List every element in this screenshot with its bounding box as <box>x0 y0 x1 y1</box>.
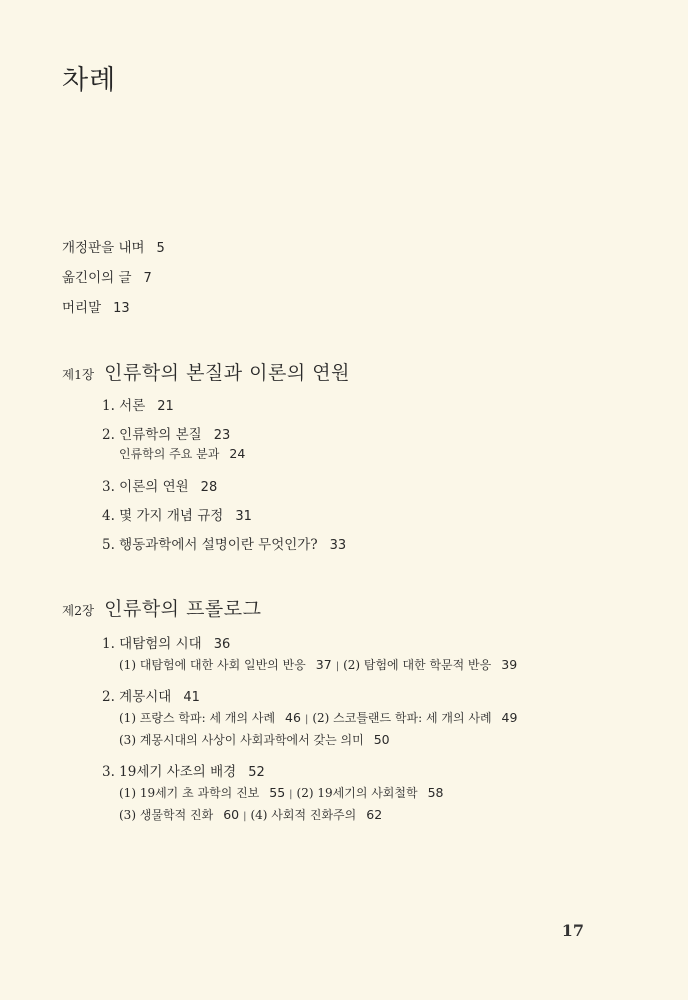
toc-subsection-label[interactable]: (4) 사회적 진화주의 <box>250 808 357 822</box>
toc-subsection-line <box>119 709 517 731</box>
chapter-heading[interactable] <box>62 594 517 632</box>
toc-subsection[interactable] <box>119 445 350 475</box>
page-title: 차례 <box>62 65 117 96</box>
toc-subsection-line <box>119 784 517 806</box>
toc-subsection-page: 58 <box>427 785 444 800</box>
toc-section-page: 31 <box>235 509 252 524</box>
toc-entry-label: 개정판을 내며 <box>62 240 145 256</box>
chapter-title: 인류학의 본질과 이론의 연원 <box>104 362 350 384</box>
toc-subsection-label[interactable]: (1) 19세기 초 과학의 진보 <box>119 786 260 800</box>
toc-entry-label: 머리말 <box>62 300 102 316</box>
toc-section-page: 41 <box>183 690 200 705</box>
toc-subsection-page: 24 <box>229 446 246 461</box>
toc-section-label: 4. 몇 가지 개념 규정 <box>102 508 224 524</box>
toc-subsection-label: 인류학의 주요 분과 <box>119 447 220 461</box>
toc-subsection-label[interactable]: (3) 생물학적 진화 <box>119 808 214 822</box>
toc-section-page: 36 <box>213 637 231 652</box>
toc-section[interactable] <box>102 760 517 784</box>
toc-subsection-label[interactable]: (1) 대탐험에 대한 사회 일반의 반응 <box>119 658 306 672</box>
toc-subsection-line <box>119 806 517 828</box>
toc-entry-page: 13 <box>113 301 130 316</box>
toc-section-page: 23 <box>213 428 231 443</box>
separator: | <box>289 789 293 800</box>
toc-section-label: 3. 이론의 연원 <box>102 479 189 495</box>
toc-subsection-page: 39 <box>501 657 518 672</box>
toc-subsection-label[interactable]: (1) 프랑스 학파: 세 개의 사례 <box>119 711 276 725</box>
toc-section-page: 52 <box>248 765 265 780</box>
toc-subsection-page: 62 <box>366 807 383 822</box>
toc-section[interactable] <box>102 632 517 656</box>
toc-section[interactable] <box>102 504 350 533</box>
toc-entry-foreword[interactable] <box>62 296 165 326</box>
toc-subsection-line <box>119 731 517 760</box>
toc-section-label: 5. 행동과학에서 설명이란 무엇인가? <box>102 537 318 553</box>
toc-section-label: 2. 인류학의 본질 <box>102 427 202 443</box>
toc-subsection-line <box>119 656 517 685</box>
toc-subsection-label[interactable]: (2) 탐험에 대한 학문적 반응 <box>343 658 492 672</box>
page-number: 17 <box>561 921 584 940</box>
toc-section-page: 21 <box>157 399 174 414</box>
toc-subsection-page: 60 <box>223 807 240 822</box>
chapter-1 <box>62 358 350 562</box>
separator: | <box>335 661 340 672</box>
toc-section-label: 2. 계몽시대 <box>102 689 172 705</box>
toc-section[interactable] <box>102 533 350 562</box>
toc-section-page: 28 <box>200 480 218 495</box>
toc-section[interactable] <box>102 394 350 423</box>
toc-subsection-label[interactable]: (2) 19세기의 사회철학 <box>296 786 418 800</box>
toc-subsection-page: 50 <box>373 732 390 747</box>
chapter-label: 제2장 <box>62 603 95 618</box>
chapter-label: 제1장 <box>62 367 95 382</box>
front-matter-list <box>62 236 165 326</box>
toc-subsection-page: 55 <box>269 785 286 800</box>
toc-section-label: 3. 19세기 사조의 배경 <box>102 764 237 780</box>
toc-subsection-page: 49 <box>501 710 518 725</box>
separator: | <box>304 714 309 725</box>
toc-section-page: 33 <box>329 538 347 553</box>
toc-section-label: 1. 대탐험의 시대 <box>102 636 202 652</box>
toc-subsection-label[interactable]: (3) 계몽시대의 사상이 사회과학에서 갖는 의미 <box>119 733 364 747</box>
toc-section[interactable] <box>102 423 350 445</box>
chapter-2 <box>62 594 517 828</box>
toc-entry-preface-revised[interactable] <box>62 236 165 266</box>
chapter-heading[interactable] <box>62 358 350 394</box>
toc-entry-label: 옮긴이의 글 <box>62 270 132 286</box>
toc-entry-translator-note[interactable] <box>62 266 165 296</box>
toc-subsection-label[interactable]: (2) 스코틀랜드 학파: 세 개의 사례 <box>312 711 492 725</box>
chapter-title: 인류학의 프롤로그 <box>104 598 262 620</box>
toc-section[interactable] <box>102 685 517 709</box>
toc-entry-page: 5 <box>156 241 165 256</box>
toc-section[interactable] <box>102 475 350 504</box>
toc-subsection-page: 46 <box>285 710 301 725</box>
toc-subsection-page: 37 <box>315 657 332 672</box>
toc-entry-page: 7 <box>143 271 152 286</box>
toc-section-label: 1. 서론 <box>102 398 146 414</box>
separator: | <box>243 811 247 822</box>
